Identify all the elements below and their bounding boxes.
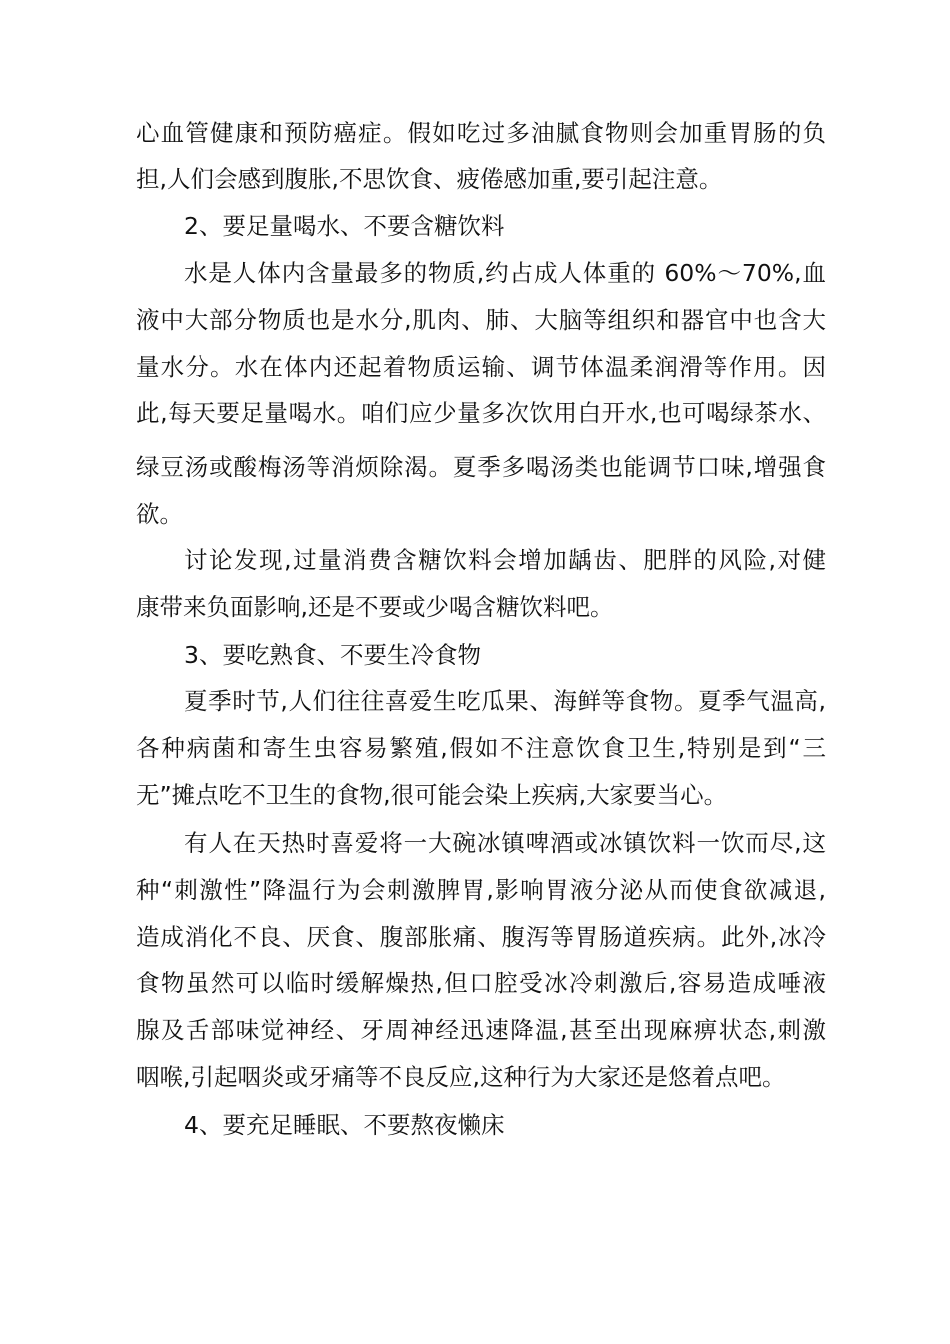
paragraph-line: 腺及舌部味觉神经、牙周神经迅速降温,甚至出现麻痹状态,刺激 bbox=[136, 1016, 826, 1044]
section-heading: 2、要足量喝水、不要含糖饮料 bbox=[184, 212, 505, 240]
paragraph-line: 夏季时节,人们往往喜爱生吃瓜果、海鲜等食物。夏季气温高, bbox=[184, 687, 826, 715]
section-heading: 3、要吃熟食、不要生冷食物 bbox=[184, 641, 481, 669]
paragraph-line: 量水分。水在体内还起着物质运输、调节体温柔润滑等作用。因 bbox=[136, 353, 826, 381]
paragraph-line: 水是人体内含量最多的物质,约占成人体重的 60%～70%,血 bbox=[184, 259, 826, 287]
paragraph-line: 咽喉,引起咽炎或牙痛等不良反应,这种行为大家还是悠着点吧。 bbox=[136, 1063, 786, 1091]
paragraph-line: 绿豆汤或酸梅汤等消烦除渴。夏季多喝汤类也能调节口味,增强食 bbox=[136, 453, 826, 481]
paragraph-line: 康带来负面影响,还是不要或少喝含糖饮料吧。 bbox=[136, 593, 614, 621]
paragraph-line: 有人在天热时喜爱将一大碗冰镇啤酒或冰镇饮料一饮而尽,这 bbox=[184, 829, 826, 857]
paragraph-line: 各种病菌和寄生虫容易繁殖,假如不注意饮食卫生,特别是到“三 bbox=[136, 734, 826, 762]
paragraph-line: 此,每天要足量喝水。咱们应少量多次饮用白开水,也可喝绿茶水、 bbox=[136, 399, 826, 427]
section-heading: 4、要充足睡眠、不要熬夜懒床 bbox=[184, 1111, 505, 1139]
paragraph-line: 欲。 bbox=[136, 500, 183, 528]
paragraph-line: 种“刺激性”降温行为会刺激脾胃,影响胃液分泌从而使食欲减退, bbox=[136, 876, 826, 904]
paragraph-line: 担,人们会感到腹胀,不思饮食、疲倦感加重,要引起注意。 bbox=[136, 165, 723, 193]
paragraph-line: 造成消化不良、厌食、腹部胀痛、腹泻等胃肠道疾病。此外,冰冷 bbox=[136, 923, 826, 951]
paragraph-line: 讨论发现,过量消费含糖饮料会增加龋齿、肥胖的风险,对健 bbox=[184, 546, 826, 574]
paragraph-line: 食物虽然可以临时缓解燥热,但口腔受冰冷刺激后,容易造成唾液 bbox=[136, 969, 826, 997]
paragraph-line: 液中大部分物质也是水分,肌肉、肺、大脑等组织和器官中也含大 bbox=[136, 306, 826, 334]
paragraph-line: 无”摊点吃不卫生的食物,很可能会染上疾病,大家要当心。 bbox=[136, 781, 728, 809]
paragraph-line: 心血管健康和预防癌症。假如吃过多油腻食物则会加重胃肠的负 bbox=[136, 119, 826, 147]
